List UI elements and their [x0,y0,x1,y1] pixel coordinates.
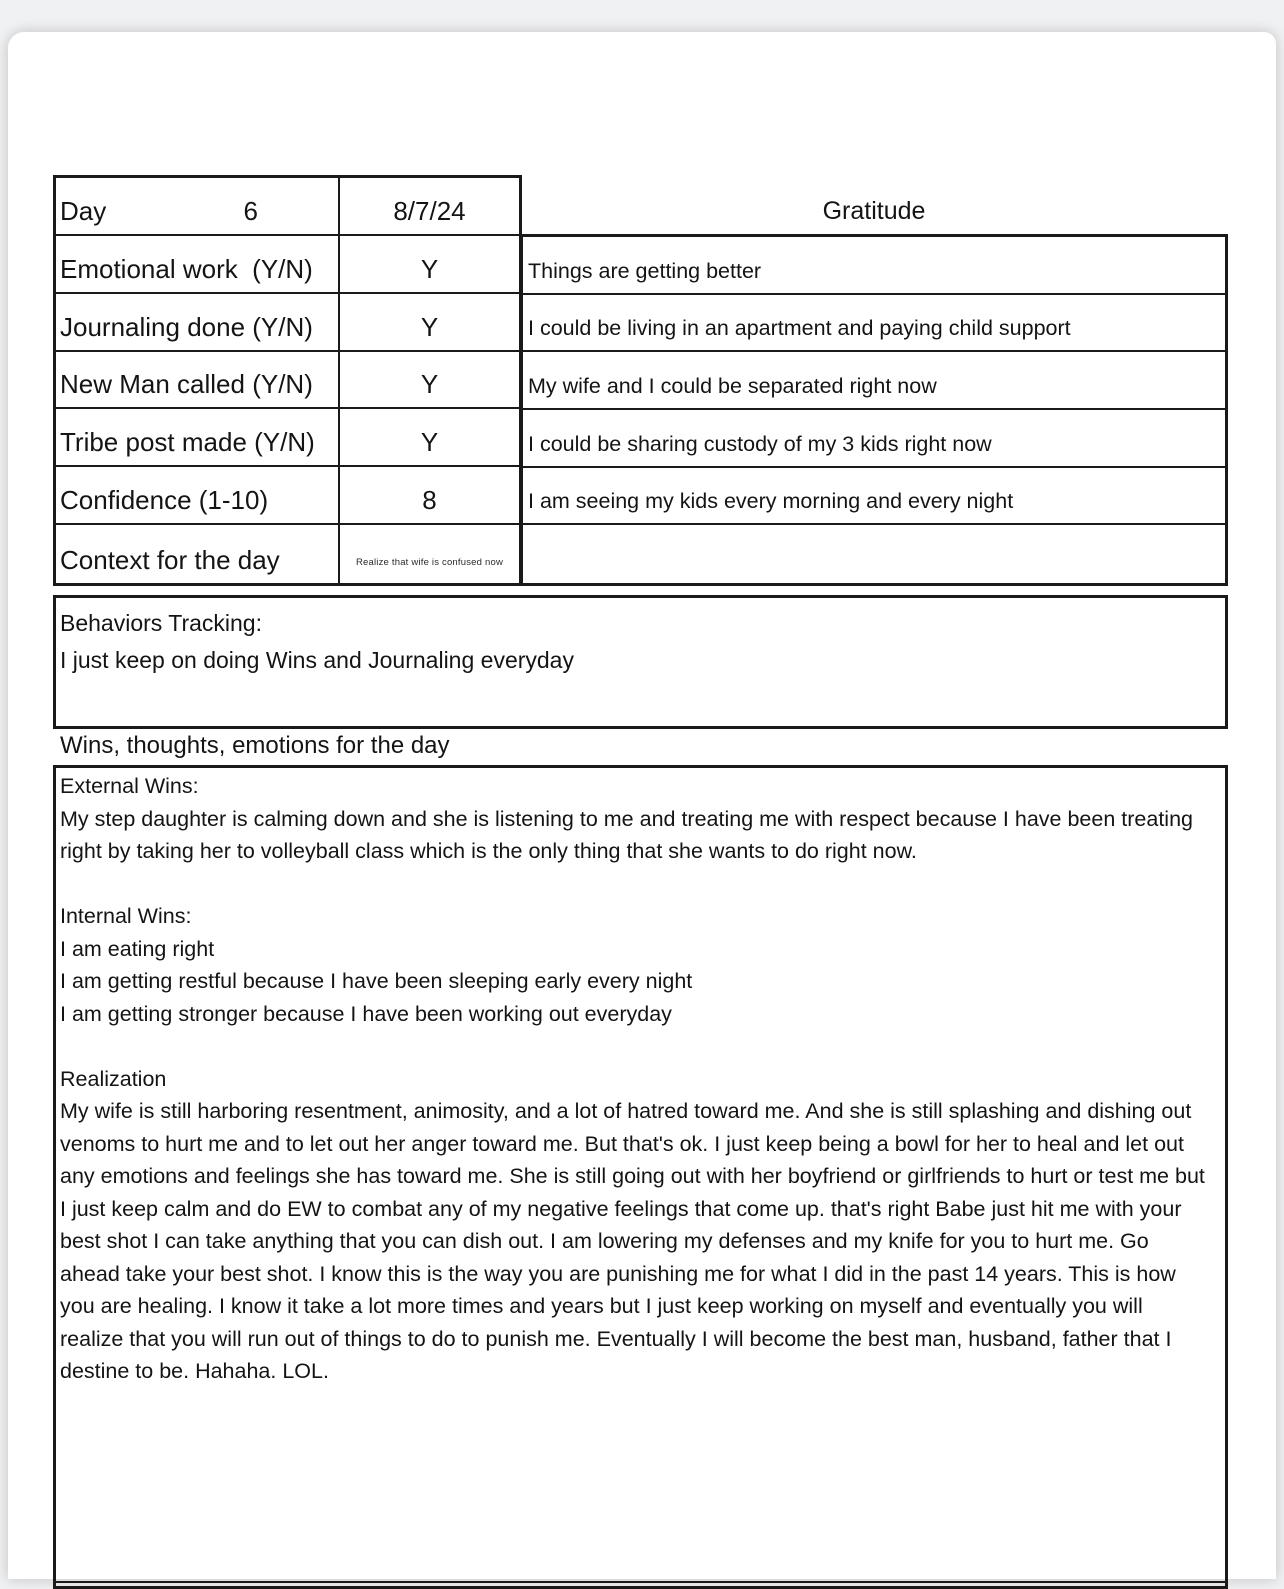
gratitude-cell-empty [523,525,1225,583]
gratitude-column [520,234,1228,586]
gratitude-column-header: Gratitude [822,197,926,225]
daily-tracker-table [53,175,522,586]
behaviors-text: I just keep on doing Wins and Journaling everyday [60,647,574,673]
row-value-tribe-post-made: Y [340,409,519,467]
row-label-context: Context for the day [56,525,340,583]
internal-wins-title: Internal Wins: [60,904,192,928]
row-value-emotional-work: Y [340,236,519,294]
behaviors-tracking-box [53,595,1228,729]
gratitude-cell: I could be sharing custody of my 3 kids right now [523,410,1225,468]
journal-box [53,765,1228,1589]
row-label-journaling-done: Journaling done (Y/N) [56,294,340,352]
row-value-journaling-done: Y [340,294,519,352]
realization-title: Realization [60,1066,167,1091]
row-value-confidence: 8 [340,467,519,525]
date-cell: 8/7/24 [340,178,519,236]
gratitude-cell: My wife and I could be separated right now [523,352,1225,410]
internal-wins-line: I am getting restful because I have been sleeping early every night [60,969,693,993]
row-label-emotional-work: Emotional work (Y/N) [56,236,340,294]
row-value-context: Realize that wife is confused now [355,557,504,568]
day-header-cell [56,178,340,236]
day-number: 6 [243,195,258,226]
journal-bottom-rule [56,1581,1225,1583]
behaviors-title: Behaviors Tracking: [60,610,262,636]
gratitude-cell: I could be living in an apartment and paying child support [523,295,1225,353]
realization-text: My wife is still harboring resentment, animosity, and a lot of hatred toward me. And she is still splashing and dishing out venoms to hurt me and to let out her anger toward me. But that's ok. I just keep being a bowl for her to heal and let out any emotions and feelings she has toward me. She is still going out with her boyfriend or girlfriends to hurt or test me but I just keep calm and do EW to combat any of my negative feelings that come up. that's right Babe just hit me with your best shot I can take anything that you can dish out. I am lowering my defenses and my knife for you to hurt me. Go ahead take your best shot. I know this is the way you are punishing me for what I did in the past 14 years. This is how you are healing. I know it take a lot more times and years but I just keep working on myself and eventually you will realize that you will run out of things to do to punish me. Eventually I will become the best man, husband, father that I destine to be. Hahaha. LOL. [60,1099,1205,1383]
gratitude-cell: Things are getting better [523,237,1225,295]
page-sheet [8,32,1276,1579]
external-wins-text: My step daughter is calming down and she is listening to me and treating me with respect because I have been treating right by taking her to volleyball class which is the only thing that she wants to do right now. [60,806,1193,863]
internal-wins-line: I am eating right [60,936,215,961]
row-label-tribe-post-made: Tribe post made (Y/N) [56,409,340,467]
row-label-new-man-called: New Man called (Y/N) [56,352,340,410]
day-label: Day [60,195,107,226]
internal-wins-line: I am getting stronger because I have been working out everyday [60,1001,672,1026]
external-wins-title: External Wins: [60,774,199,798]
wins-section-heading: Wins, thoughts, emotions for the day [60,732,450,759]
gratitude-cell: I am seeing my kids every morning and every night [523,468,1225,526]
row-label-confidence: Confidence (1-10) [56,467,340,525]
row-value-new-man-called: Y [340,352,519,410]
